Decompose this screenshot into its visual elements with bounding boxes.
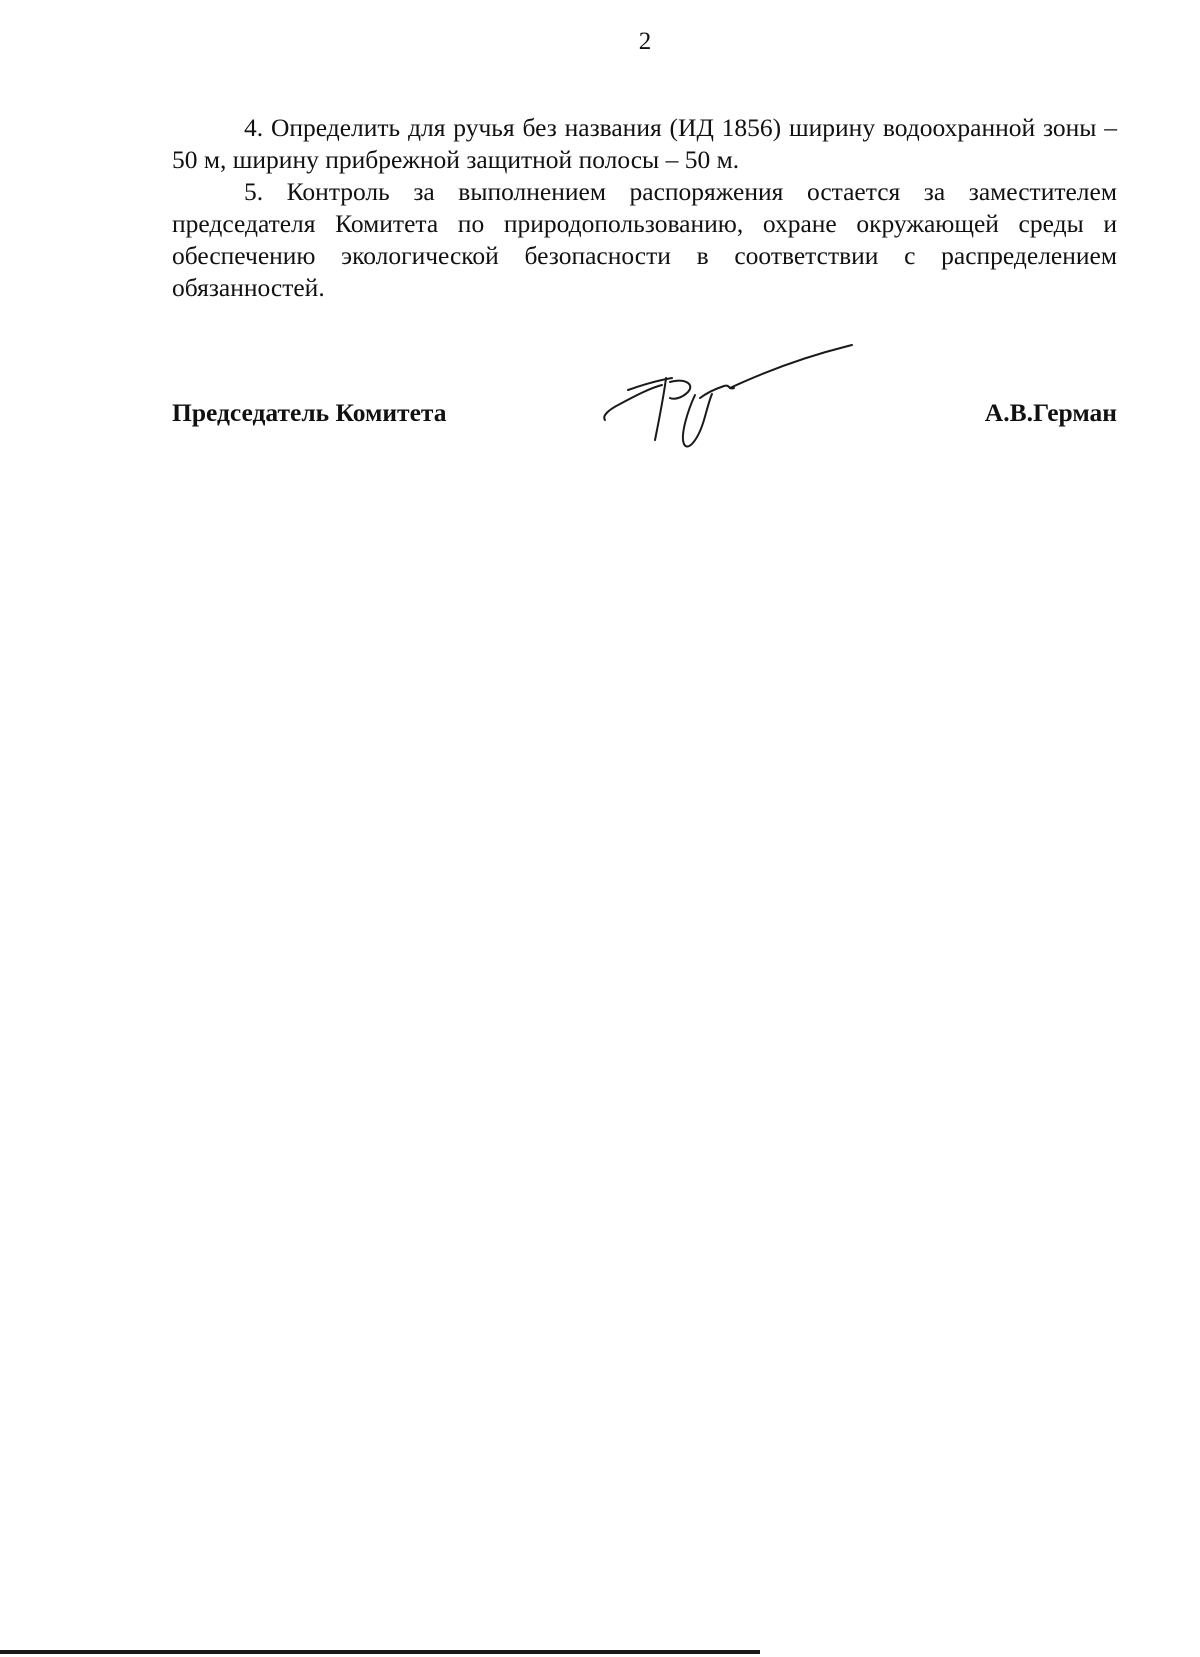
paragraph-item-4: 4. Определить для ручья без названия (ИД 1856) ширину водоохранной зоны – 50 м, ширину прибрежной защитной полосы – 50 м. [172, 113, 1117, 174]
signer-position: Председатель Комитета [172, 398, 447, 427]
handwritten-signature-icon [600, 340, 870, 465]
bottom-scan-edge [0, 1650, 760, 1654]
signer-name: А.В.Герман [984, 398, 1117, 427]
paragraph-item-5: 5. Контроль за выполнением распоряжения остается за заместителем председателя Комитета по природопользованию, охране окружающей среды и обеспечению экологической безопасности в соответствии с распределением обязанностей. [172, 177, 1117, 302]
page-number: 2 [638, 28, 652, 55]
document-body [172, 112, 1117, 304]
